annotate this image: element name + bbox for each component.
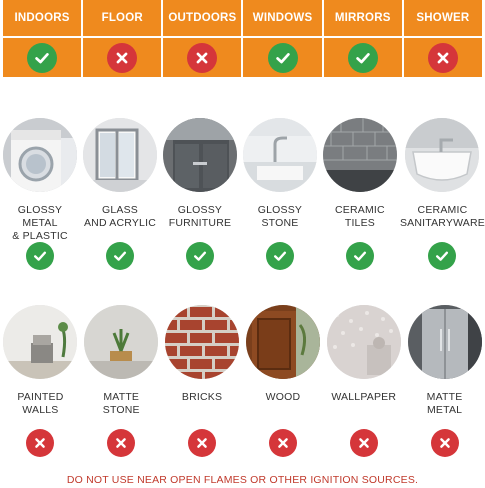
- bricks-photo: [165, 305, 239, 379]
- surface-item: [160, 118, 240, 270]
- surface-item: [0, 118, 80, 270]
- surface-item: [320, 118, 400, 270]
- surface-label: GLASS AND ACRYLIC: [83, 204, 156, 229]
- header-label: WINDOWS: [243, 0, 321, 36]
- cross-icon: [107, 429, 135, 457]
- check-icon: [348, 43, 378, 73]
- surface-label: GLOSSY STONE: [257, 204, 303, 229]
- surface-item: [404, 305, 485, 457]
- suitable-surfaces: [0, 118, 485, 270]
- header-col-windows: [243, 0, 321, 77]
- surface-label: GLOSSY FURNITURE: [168, 204, 232, 229]
- check-icon: [266, 242, 294, 270]
- header-label: FLOOR: [83, 0, 161, 36]
- tiles-photo: [323, 118, 397, 192]
- surface-item: [162, 305, 243, 457]
- header-label: OUTDOORS: [163, 0, 241, 36]
- check-icon: [27, 43, 57, 73]
- header-label: INDOORS: [3, 0, 81, 36]
- cross-icon: [188, 429, 216, 457]
- surface-label: CERAMIC TILES: [335, 204, 385, 229]
- matte-stone-photo: [84, 305, 158, 379]
- surface-label: BRICKS: [181, 391, 223, 403]
- surface-item: [0, 305, 81, 457]
- surface-label: WOOD: [265, 391, 301, 403]
- surface-label: MATTE STONE: [102, 391, 140, 416]
- surface-label: WALLPAPER: [331, 391, 397, 403]
- header-label: MIRRORS: [324, 0, 402, 36]
- painted-wall-photo: [3, 305, 77, 379]
- surface-item: [243, 305, 324, 457]
- surface-item: [400, 118, 485, 270]
- unsuitable-surfaces: [0, 305, 485, 457]
- warning-text: DO NOT USE NEAR OPEN FLAMES OR OTHER IGNITION SOURCES.: [66, 474, 419, 486]
- header-col-mirrors: [324, 0, 402, 77]
- cross-icon: [350, 429, 378, 457]
- check-icon: [268, 43, 298, 73]
- usage-header-table: [3, 0, 482, 77]
- check-icon: [106, 242, 134, 270]
- header-col-floor: [83, 0, 161, 77]
- surface-item: [240, 118, 320, 270]
- furniture-photo: [163, 118, 237, 192]
- surface-item: [81, 305, 162, 457]
- washbasin-photo: [405, 118, 479, 192]
- cross-icon: [428, 43, 458, 73]
- surface-item: [80, 118, 160, 270]
- cross-icon: [431, 429, 459, 457]
- wood-photo: [246, 305, 320, 379]
- surface-label: GLOSSY METAL & PLASTIC: [12, 204, 68, 242]
- wallpaper-photo: [327, 305, 401, 379]
- header-label: SHOWER: [404, 0, 482, 36]
- header-col-shower: [404, 0, 482, 77]
- washing-machine-photo: [3, 118, 77, 192]
- cross-icon: [107, 43, 137, 73]
- kitchen-sink-photo: [243, 118, 317, 192]
- check-icon: [186, 242, 214, 270]
- window-photo: [83, 118, 157, 192]
- header-col-outdoors: [163, 0, 241, 77]
- surface-label: CERAMIC SANITARYWARE: [399, 204, 485, 229]
- header-col-indoors: [3, 0, 81, 77]
- cross-icon: [26, 429, 54, 457]
- check-icon: [26, 242, 54, 270]
- surface-label: MATTE METAL: [426, 391, 463, 416]
- fridge-photo: [408, 305, 482, 379]
- cross-icon: [269, 429, 297, 457]
- surface-item: [323, 305, 404, 457]
- check-icon: [346, 242, 374, 270]
- check-icon: [428, 242, 456, 270]
- cross-icon: [187, 43, 217, 73]
- surface-label: PAINTED WALLS: [17, 391, 64, 416]
